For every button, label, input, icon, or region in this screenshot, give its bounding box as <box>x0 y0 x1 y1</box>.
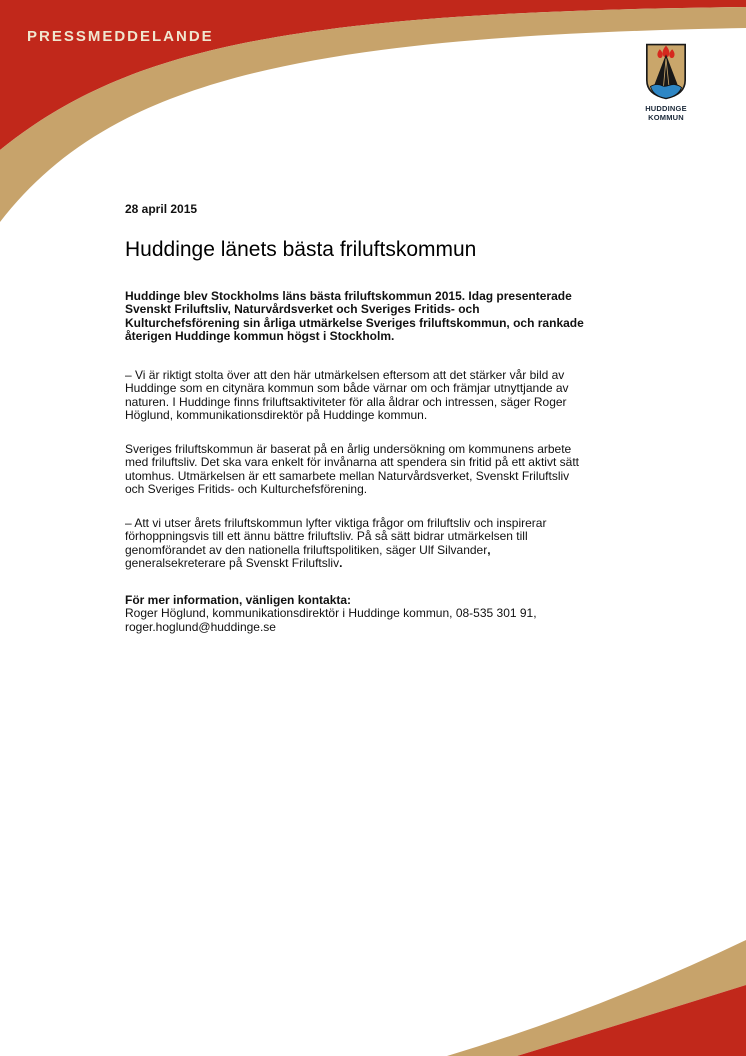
logo-caption-line2: KOMMUN <box>648 113 684 122</box>
quote2-text-cont: generalsekreterare på Svenskt Friluftsliv <box>125 556 340 570</box>
article-date: 28 april 2015 <box>125 202 198 216</box>
contact-details: Roger Höglund, kommunikationsdirektör i Huddinge kommun, 08-535 301 91, roger.hoglund@huddinge.se <box>125 606 537 634</box>
article-title: Huddinge länets bästa friluftskommun <box>125 237 477 261</box>
footer-swoosh-graphic <box>0 926 746 1056</box>
quote2-bold-comma: , <box>487 542 491 557</box>
huddinge-kommun-logo <box>636 43 696 122</box>
quote2-text: – Att vi utser årets friluftskommun lyfter viktiga frågor om friluftsliv och inspirerar förhoppningsvis till ett ännu bättre friluftsliv. På så sätt bidrar utmärkelsen till genomförandet av den nationella friluftspolitiken, säger Ulf Silvander <box>125 515 547 557</box>
coat-of-arms-icon <box>645 43 687 100</box>
quote-paragraph-silvander <box>125 517 591 571</box>
quote-paragraph-hoglund: – Vi är riktigt stolta över att den här utmärkelsen eftersom att det stärker vår bild av Huddinge som en citynära kommun som både värnar om och främjar utnyttjande av naturen. I Huddinge finns friluftsaktiviteter för alla åldrar och intressen, säger Roger Höglund, kommunikationsdirektör på Huddinge kommun. <box>125 367 569 422</box>
logo-caption <box>636 104 696 122</box>
contact-block <box>125 594 591 635</box>
lead-paragraph: Huddinge blev Stockholms läns bästa friluftskommun 2015. Idag presenterade Svenskt Friluftsliv, Naturvårdsverket och Sveriges Fritids- och Kulturchefsförening sin årliga utmärkelse Sveriges friluftskommun, och rankade återigen Huddinge kommun högst i Stockholm. <box>125 288 584 343</box>
contact-heading: För mer information, vänligen kontakta: <box>125 592 352 607</box>
article-body <box>125 203 591 634</box>
press-release-label: PRESSMEDDELANDE <box>27 28 214 45</box>
logo-caption-line1: HUDDINGE <box>645 104 687 113</box>
quote2-bold-period: . <box>339 556 343 570</box>
background-paragraph: Sveriges friluftskommun är baserat på en årlig undersökning om kommunens arbete med friluftsliv. Det ska vara enkelt för invånarna att spendera sin fritid på ett aktivt sätt utomhus. Utmärkelsen är ett samarbete mellan Naturvårdsverket, Svenskt Friluftsliv och Sveriges Fritids- och Kulturchefsförening. <box>125 441 579 496</box>
water-shape <box>650 84 681 98</box>
